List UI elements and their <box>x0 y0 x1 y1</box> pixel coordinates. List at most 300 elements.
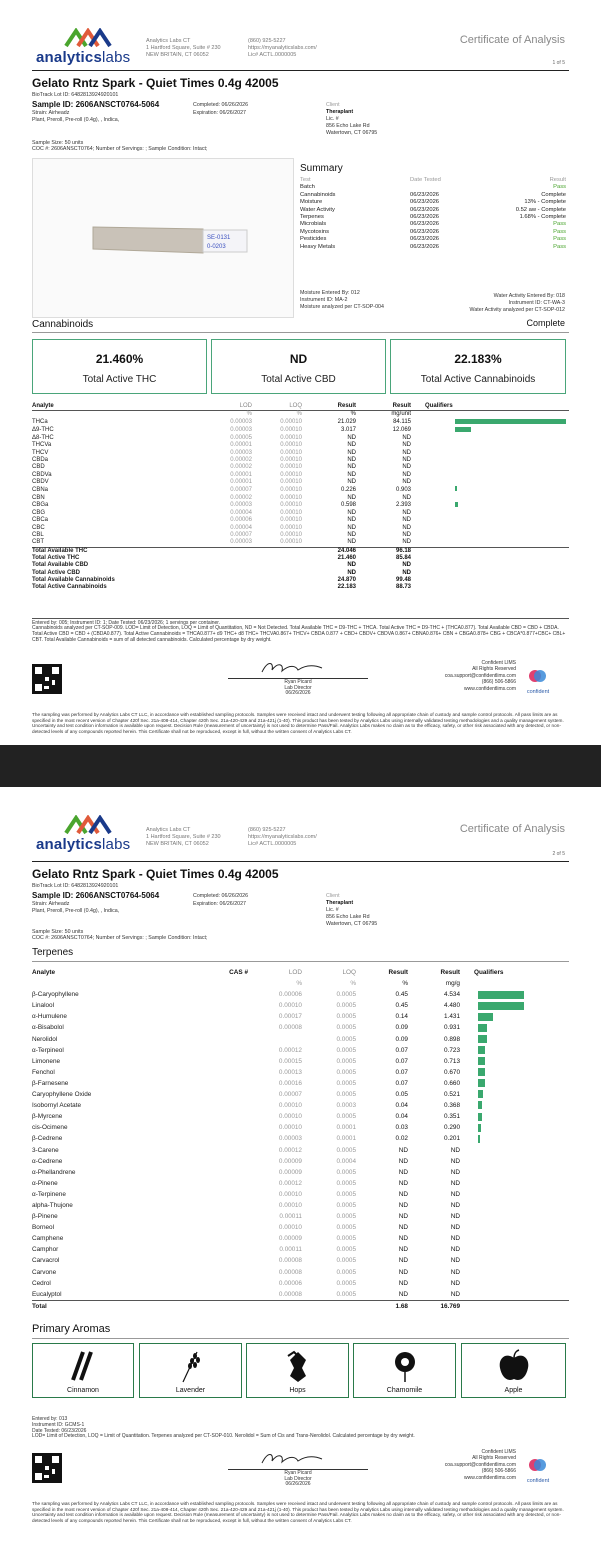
terpene-result-mg: 0.351 <box>444 1113 460 1121</box>
unit-loq: % <box>350 980 356 988</box>
coc-info: COC #: 2606ANSCT0764; Number of Servings: ; Sample Condition: Intact; <box>32 935 208 941</box>
lims-website[interactable]: www.confidentlims.com <box>464 685 516 692</box>
terpene-loq: 0.0005 <box>336 1224 356 1232</box>
analyte-lod: 0.00003 <box>230 449 252 456</box>
lab-address-line2: NEW BRITAIN, CT 06052 <box>146 841 209 847</box>
analyte-lod: 0.00001 <box>230 442 252 449</box>
terpene-name: α-Terpineol <box>32 1046 64 1054</box>
client-license: Lic. # <box>326 116 339 122</box>
apple-icon <box>494 1348 534 1384</box>
lims-email[interactable]: coa.support@confidentlims.com <box>444 672 516 679</box>
terpene-result-pct: 0.07 <box>395 1079 408 1087</box>
analyte-loq: 0.00010 <box>280 442 302 449</box>
terpene-result-mg: 0.290 <box>444 1124 460 1132</box>
summary-row <box>300 236 566 243</box>
summary-result: 13% - Complete <box>524 199 566 206</box>
confident-wordmark: confident <box>526 689 550 695</box>
terpene-loq: 0.0005 <box>336 1046 356 1054</box>
terpene-result-mg: ND <box>450 1146 460 1154</box>
terpene-bar <box>478 1002 524 1010</box>
terpene-name: Carvacrol <box>32 1257 60 1265</box>
analyte-lod: 0.00001 <box>230 478 252 485</box>
terpene-loq: 0.0005 <box>336 1190 356 1198</box>
page-number: 2 of 5 <box>552 851 565 857</box>
terpene-loq: 0.0004 <box>336 1157 356 1165</box>
lab-name: Analytics Labs CT <box>146 827 191 833</box>
terpene-lod: 0.00007 <box>278 1091 302 1099</box>
qr-code-icon[interactable] <box>32 1453 62 1483</box>
analyte-result-pct: ND <box>347 532 356 539</box>
client-address2: Watertown, CT 06795 <box>326 130 378 136</box>
moisture-instrument: Instrument ID: MA-2 <box>300 297 348 303</box>
terpene-loq: 0.0005 <box>336 1268 356 1276</box>
col-result-pct: Result <box>388 969 408 976</box>
terpene-bar <box>478 1068 485 1076</box>
terpene-name: Fenchol <box>32 1068 55 1076</box>
lab-website[interactable]: https://myanalyticslabs.com/ <box>248 45 317 51</box>
cannabinoid-row <box>32 435 569 442</box>
terpene-lod: 0.00016 <box>278 1079 302 1087</box>
summary-date: 06/23/2026 <box>410 214 440 221</box>
lab-address <box>146 827 256 848</box>
total-label: Total <box>32 1302 47 1310</box>
terpene-bar-cell <box>460 1034 569 1045</box>
summary-test: Moisture <box>300 199 323 206</box>
terpene-result-mg: ND <box>450 1224 460 1232</box>
terpene-name: β-Farnesene <box>32 1079 69 1087</box>
terpene-lod: 0.00012 <box>278 1046 302 1054</box>
terpene-result-mg: 0.368 <box>444 1102 460 1110</box>
terpene-bar-cell <box>460 1045 569 1056</box>
cannabinoid-row <box>32 502 569 510</box>
total-name: Total Active THC <box>32 554 80 561</box>
terpene-bar-cell <box>460 1200 569 1211</box>
water-sop: Water Activity analyzed per CT-SOP-012 <box>469 307 565 313</box>
qr-code-icon[interactable] <box>32 664 62 694</box>
terpene-row <box>32 1000 569 1011</box>
terpene-row <box>32 1022 569 1033</box>
coa-page-1 <box>0 0 601 745</box>
cannabinoid-row <box>32 525 569 532</box>
terpene-lod: 0.00009 <box>278 1157 302 1165</box>
col-result-mg: Result <box>440 969 460 976</box>
summary-title: Summary <box>300 163 343 174</box>
lab-license: Lic# ACTL.0000005 <box>248 52 297 58</box>
sample-id: Sample ID: 2606ANSCT0764-5064 <box>32 100 160 109</box>
cannabinoid-total-row <box>32 570 569 577</box>
terpenes-meta <box>32 1417 415 1440</box>
analyte-loq: 0.00010 <box>280 494 302 501</box>
terpene-result-pct: 0.03 <box>395 1124 408 1132</box>
divider <box>32 961 569 962</box>
terpene-bar <box>478 1135 480 1143</box>
lims-rights: All Rights Reserved <box>472 666 516 673</box>
client-address2: Watertown, CT 06795 <box>326 921 378 927</box>
logo-mountains-icon <box>64 815 112 835</box>
terpene-bar <box>478 1046 485 1054</box>
terpene-name: alpha-Thujone <box>32 1201 73 1209</box>
terpene-name: Caryophyllene Oxide <box>32 1091 92 1099</box>
terpene-loq: 0.0005 <box>336 1213 356 1221</box>
terpene-row <box>32 1122 569 1133</box>
terpene-row <box>32 1267 569 1278</box>
terpene-result-pct: 0.04 <box>395 1102 408 1110</box>
total-thc-box <box>32 339 207 394</box>
client-address1: 856 Echo Lake Rd <box>326 123 370 129</box>
terpene-row <box>32 1178 569 1189</box>
analyte-bar-cell <box>411 427 569 435</box>
analyte-name: Δ8-THC <box>32 435 54 442</box>
col-analyte: Analyte <box>32 969 56 976</box>
total-name: Total Active Cannabinoids <box>32 584 107 591</box>
terpene-lod: 0.00010 <box>278 1113 302 1121</box>
terpene-result-pct: 0.09 <box>395 1024 408 1032</box>
lab-website[interactable]: https://myanalyticslabs.com/ <box>248 834 317 840</box>
terpene-name: 3-Carene <box>32 1146 59 1154</box>
analyte-lod: 0.00003 <box>230 539 252 546</box>
terpene-loq: 0.0005 <box>336 1057 356 1065</box>
analyte-bar-cell <box>411 486 569 494</box>
analyte-bar-cell <box>411 539 569 547</box>
terpene-bar <box>478 1057 485 1065</box>
summary-row <box>300 244 566 251</box>
cannabinoids-entered: Entered by: 005; Instrument ID: 1; Date Tested: 06/23/2026; 1 servings per container. <box>32 620 221 626</box>
terpene-loq: 0.0005 <box>336 1146 356 1154</box>
analyte-name: CBG <box>32 510 46 517</box>
terpene-result-mg: ND <box>450 1179 460 1187</box>
analyte-bar-cell <box>411 419 569 427</box>
terpene-bar-cell <box>460 989 569 1000</box>
cannabinoid-row <box>32 532 569 539</box>
cannabinoid-row <box>32 479 569 486</box>
col-result-mg: Result <box>392 403 411 409</box>
analyte-result-mg: 84.115 <box>393 419 411 426</box>
analyte-result-pct: ND <box>347 524 356 531</box>
terpene-lod: 0.00006 <box>278 991 302 999</box>
summary-test: Cannabinoids <box>300 191 336 198</box>
lims-name: Confident LIMS <box>481 1449 516 1455</box>
terpene-result-pct: ND <box>398 1168 408 1176</box>
terpene-result-mg: 1.431 <box>444 1013 460 1021</box>
lims-phone: (866) 506-5866 <box>481 1468 516 1475</box>
biotrack-id: BioTrack Lot ID: 6482813924920101 <box>32 92 119 98</box>
summary-row <box>300 229 566 236</box>
disclaimer: The sampling was performed by Analytics Labs CT LLC, in accordance with established sampling protocols. Samples were received intact and underwent testing following all appropriate chain of custody and sample control protocols. All pass limits are as specified in the most recent version of Chapter 420f Sec. 21a-408-414, Chapter 420h Sec. 21a-420-429 and 21a-421j (1-40). This product has been tested by Analytics Labs using internally validated testing methodologies and a quality management system. Uncertainty and test condition information is available upon request. Decision Rule (measurement of uncertainty) is not used to determine Pass/Fail. Analytics Labs makes no claim as to the efficacy, safety, or other risk associated with any detected, or non-detected levels of any compounds reported herein. This Certificate shall not be reproduced, except in full, without the written consent of Analytics Labs CT. <box>32 712 564 734</box>
cannabinoid-row <box>32 427 569 435</box>
cannabinoid-total-row <box>32 584 569 591</box>
doc-title: Certificate of Analysis <box>459 34 565 46</box>
analyte-name: CBD <box>32 464 45 471</box>
terpene-row <box>32 1078 569 1089</box>
disclaimer: The sampling was performed by Analytics Labs CT LLC, in accordance with established sampling protocols. Samples were received intact and underwent testing following all appropriate chain of custody and sample control protocols. All pass limits are as specified in the most recent version of Chapter 420f Sec. 21a-408-414, Chapter 420h Sec. 21a-420-429 and 21a-421j (1-40). This product has been tested by Analytics Labs using internally validated testing methodologies and a quality management system. Uncertainty and test condition information is available upon request. Decision Rule (measurement of uncertainty) is not used to determine Pass/Fail. Analytics Labs makes no claim as to the efficacy, safety, or other risk associated with any detected, or non-detected levels of any compounds reported herein. This Certificate shall not be reproduced, except in full, without the written consent of Analytics Labs CT. <box>32 1501 564 1523</box>
analyte-result-mg: ND <box>402 442 411 449</box>
analyte-result-pct: 0.598 <box>340 502 356 509</box>
total-name: Total Active CBD <box>32 569 81 576</box>
analyte-result-pct: 3.017 <box>340 427 356 434</box>
analyte-loq: 0.00010 <box>280 486 302 493</box>
analyte-bar-cell <box>411 517 569 524</box>
col-qualifiers: Qualifiers <box>425 403 453 409</box>
cannabinoid-row <box>32 510 569 517</box>
analyte-result-mg: 0.903 <box>395 486 411 493</box>
terpene-lod: 0.00010 <box>278 1190 302 1198</box>
summary-test: Microbials <box>300 221 327 228</box>
svg-text:0-0203: 0-0203 <box>207 244 226 250</box>
matrix: Plant, Preroll, Pre-roll (0.4g), , Indica, <box>32 908 120 914</box>
analyte-result-pct: ND <box>347 539 356 546</box>
analyte-bar-cell <box>411 479 569 486</box>
cannabinoid-row <box>32 472 569 479</box>
analyte-result-pct: ND <box>347 517 356 524</box>
terpene-bar <box>478 1013 493 1021</box>
expiration-date: Expiration: 06/26/2027 <box>193 110 247 116</box>
terpene-bar-cell <box>460 1122 569 1133</box>
terpene-bar <box>478 1035 487 1043</box>
lab-address-line1: 1 Hartford Square, Suite # 230 <box>146 45 221 51</box>
analyte-loq: 0.00010 <box>280 435 302 442</box>
terpene-lod: 0.00015 <box>278 1057 302 1065</box>
analyte-loq: 0.00010 <box>280 502 302 509</box>
lab-license: Lic# ACTL.0000005 <box>248 841 297 847</box>
summary-date: 06/23/2026 <box>410 191 440 198</box>
terpene-row <box>32 1244 569 1255</box>
terpene-result-pct: 0.14 <box>395 1013 408 1021</box>
analyte-result-mg: ND <box>402 478 411 485</box>
summary-test: Batch <box>300 184 315 191</box>
terpene-loq: 0.0005 <box>336 1068 356 1076</box>
analyte-result-mg: ND <box>402 449 411 456</box>
analyte-bar-cell <box>411 510 569 517</box>
analyte-lod: 0.00003 <box>230 419 252 426</box>
terpenes-entered: Entered by: 013 <box>32 1416 68 1422</box>
summary-date: 06/23/2026 <box>410 243 440 250</box>
analyte-name: THCa <box>32 419 48 426</box>
summary-test: Water Activity <box>300 206 335 213</box>
unit-mg: mg/g <box>445 980 460 988</box>
strain: Strain: Airheadz <box>32 901 70 907</box>
analyte-result-pct: ND <box>347 449 356 456</box>
analyte-result-mg: ND <box>402 517 411 524</box>
terpene-bar <box>478 1113 482 1121</box>
client-address1: 856 Echo Lake Rd <box>326 914 370 920</box>
terpene-bar-cell <box>460 1067 569 1078</box>
summary-date <box>410 184 500 191</box>
analyte-result-pct: ND <box>347 435 356 442</box>
analyte-bar <box>455 486 457 491</box>
terpene-row <box>32 1100 569 1111</box>
cannabinoid-row <box>32 419 569 427</box>
analyte-name: Δ9-THC <box>32 427 54 434</box>
terpene-name: α-Pinene <box>32 1179 58 1187</box>
terpene-bar-cell <box>460 1145 569 1156</box>
unit-lod: % <box>246 411 252 418</box>
cannabinoids-note: Cannabinoids analyzed per CT-SOP-009. LOD= Limit of Detection, LOQ = Limit of Quantitation, ND = Not Detected. Total Available THC = D9-THC + THCA. Total Active THC = D9-THC + (THCA0.877). Total Available CBD = CBD + CBDA. Total Active CBD = CBD + (CBDA0.877). Total Active Cannabinoids = THCA0.877+ d9 THC+ d8 THC+ THCVA0.867+ THCV+ CBDA 0.877 + CBD+ CBDV+ CBDVA 0.867+ CBNA0.876+ CBN + CBGA0.878+ CBG + CBCA*0.877+CBC+ CBL+ CBT. Total Available Cannabinoids = sum of all detected cannabinoids. Calculated percentage by dry weight. <box>32 625 566 643</box>
analyte-name: THCV <box>32 449 49 456</box>
terpene-bar-cell <box>460 1100 569 1111</box>
aromas-title: Primary Aromas <box>32 1323 111 1335</box>
terpene-bar-cell <box>460 1111 569 1122</box>
unit-result: % <box>402 980 408 988</box>
terpene-loq: 0.0005 <box>336 1013 356 1021</box>
confident-logo <box>523 668 553 694</box>
terpene-lod: 0.00011 <box>279 1213 302 1221</box>
brand-right: labs <box>102 836 131 853</box>
analyte-loq: 0.00010 <box>280 464 302 471</box>
brand-right: labs <box>102 49 131 66</box>
terpene-row <box>32 1056 569 1067</box>
total-result-mg: 16.769 <box>440 1302 460 1310</box>
aroma-chamomile <box>353 1343 456 1398</box>
col-loq: LOQ <box>289 403 302 409</box>
terpene-result-pct: 0.02 <box>395 1135 408 1143</box>
col-cas: CAS # <box>229 969 248 976</box>
terpene-loq: 0.0005 <box>336 1091 356 1099</box>
chamomile-icon <box>385 1348 425 1384</box>
aroma-label: Lavender <box>175 1387 206 1394</box>
terpene-result-pct: ND <box>398 1290 408 1298</box>
terpene-result-pct: ND <box>398 1179 408 1187</box>
terpene-bar-cell <box>460 1267 569 1278</box>
total-result-pct: ND <box>347 562 356 569</box>
terpene-lod: 0.00013 <box>278 1068 302 1076</box>
analyte-loq: 0.00010 <box>280 478 302 485</box>
total-result-pct: ND <box>347 569 356 576</box>
lims-website[interactable]: www.confidentlims.com <box>464 1474 516 1481</box>
terpene-bar-cell <box>460 1189 569 1200</box>
cinnamon-icon <box>63 1348 103 1384</box>
summary-test: Pesticides <box>300 236 327 243</box>
analyte-lod: 0.00004 <box>230 510 252 517</box>
analyte-lod: 0.00002 <box>230 457 252 464</box>
terpene-bar-cell <box>460 1233 569 1244</box>
summary-date: 06/23/2026 <box>410 236 440 243</box>
terpene-lod: 0.00012 <box>278 1179 302 1187</box>
aroma-label: Chamomile <box>386 1387 423 1394</box>
confident-wordmark: confident <box>526 1478 550 1484</box>
analyte-bar-cell <box>411 495 569 502</box>
terpene-lod: 0.00010 <box>278 1102 302 1110</box>
coa-page-2 <box>0 787 601 1568</box>
logo-mountains-icon <box>64 28 112 48</box>
terpene-lod: 0.00017 <box>278 1013 302 1021</box>
summary-date: 06/23/2026 <box>410 199 440 206</box>
analyte-name: CBL <box>32 532 44 539</box>
terpene-bar-cell <box>460 1278 569 1289</box>
analyte-bar-cell <box>411 450 569 457</box>
signatory-name: Ryan Picard <box>284 1470 312 1476</box>
terpene-result-mg: 0.713 <box>444 1057 460 1065</box>
terpene-loq: 0.0005 <box>336 991 356 999</box>
terpene-lod: 0.00006 <box>278 1279 302 1287</box>
divider <box>32 70 569 71</box>
terpene-loq: 0.0005 <box>336 1035 356 1043</box>
analyte-bar-cell <box>411 525 569 532</box>
terpene-result-pct: ND <box>398 1235 408 1243</box>
lims-email[interactable]: coa.support@confidentlims.com <box>444 1461 516 1468</box>
terpene-loq: 0.0001 <box>336 1124 356 1132</box>
summary-result: Pass <box>553 228 566 235</box>
terpene-bar-cell <box>460 1244 569 1255</box>
analyte-loq: 0.00010 <box>280 532 302 539</box>
strain: Strain: Airheadz <box>32 110 70 116</box>
client-name: Theraplant <box>326 900 354 906</box>
lab-contact <box>248 38 368 59</box>
analyte-loq: 0.00010 <box>280 539 302 546</box>
signatory-name: Ryan Picard <box>284 679 312 685</box>
summary-result: 0.52 aw - Complete <box>515 206 566 213</box>
client-label: Client <box>326 102 340 108</box>
terpene-bar-cell <box>460 1156 569 1167</box>
terpene-row <box>32 1167 569 1178</box>
terpene-name: Linalool <box>32 1002 55 1010</box>
lab-address <box>146 38 256 59</box>
analyte-result-mg: ND <box>402 435 411 442</box>
terpene-loq: 0.0005 <box>336 1002 356 1010</box>
analyte-lod: 0.00001 <box>230 471 252 478</box>
terpenes-instrument: Instrument ID: GCMS-1 <box>32 1421 85 1428</box>
lavender-icon <box>171 1348 211 1384</box>
analyte-name: CBDa <box>32 457 49 464</box>
terpene-result-pct: 0.04 <box>395 1113 408 1121</box>
terpene-row <box>32 1133 569 1144</box>
summary-row <box>300 192 566 199</box>
terpene-bar-cell <box>460 1011 569 1022</box>
analyte-result-mg: ND <box>402 539 411 546</box>
terpene-bar <box>478 1024 487 1032</box>
summary-row <box>300 199 566 206</box>
analyte-result-mg: ND <box>402 510 411 517</box>
terpene-name: α-Cedrene <box>32 1157 63 1165</box>
terpene-lod: 0.00010 <box>278 1224 302 1232</box>
summary-date: 06/23/2026 <box>410 206 440 213</box>
summary-result: Pass <box>553 236 566 243</box>
terpene-name: Isobornyl Acetate <box>32 1102 82 1110</box>
analyte-lod: 0.00006 <box>230 517 252 524</box>
total-result-pct: 1.68 <box>395 1302 408 1310</box>
cannabinoids-table <box>32 403 569 591</box>
terpene-lod: 0.00010 <box>278 1201 302 1209</box>
analyte-bar-cell <box>411 435 569 442</box>
summary-head-test: Test <box>300 177 311 183</box>
terpene-name: Carvone <box>32 1268 57 1276</box>
terpene-name: Eucalyptol <box>32 1290 62 1298</box>
terpene-result-mg: 4.480 <box>444 1002 460 1010</box>
total-result-mg: 88.73 <box>395 584 411 591</box>
signatory-date: 06/26/2026 <box>285 1481 311 1488</box>
cannabinoid-total-row <box>32 555 569 562</box>
summary-date: 06/23/2026 <box>410 228 440 235</box>
terpene-result-pct: 0.45 <box>395 991 408 999</box>
sample-id: Sample ID: 2606ANSCT0764-5064 <box>32 891 160 900</box>
analyte-result-mg: ND <box>402 532 411 539</box>
terpene-result-pct: 0.05 <box>395 1091 408 1099</box>
terpene-lod: 0.00012 <box>278 1146 302 1154</box>
terpene-lod: 0.00008 <box>278 1024 302 1032</box>
terpene-loq: 0.0001 <box>336 1135 356 1143</box>
client-name: Theraplant <box>326 109 354 115</box>
product-photo <box>32 158 294 318</box>
terpene-name: α-Humulene <box>32 1013 67 1021</box>
terpene-result-mg: ND <box>450 1257 460 1265</box>
analyte-result-pct: ND <box>347 442 356 449</box>
terpene-lod: 0.00009 <box>278 1235 302 1243</box>
terpene-loq: 0.0005 <box>336 1179 356 1187</box>
total-thc-value: 21.460% <box>95 352 144 366</box>
terpene-result-pct: ND <box>398 1279 408 1287</box>
terpene-row <box>32 1211 569 1222</box>
terpene-result-mg: ND <box>450 1246 460 1254</box>
terpene-bar-cell <box>460 1056 569 1067</box>
